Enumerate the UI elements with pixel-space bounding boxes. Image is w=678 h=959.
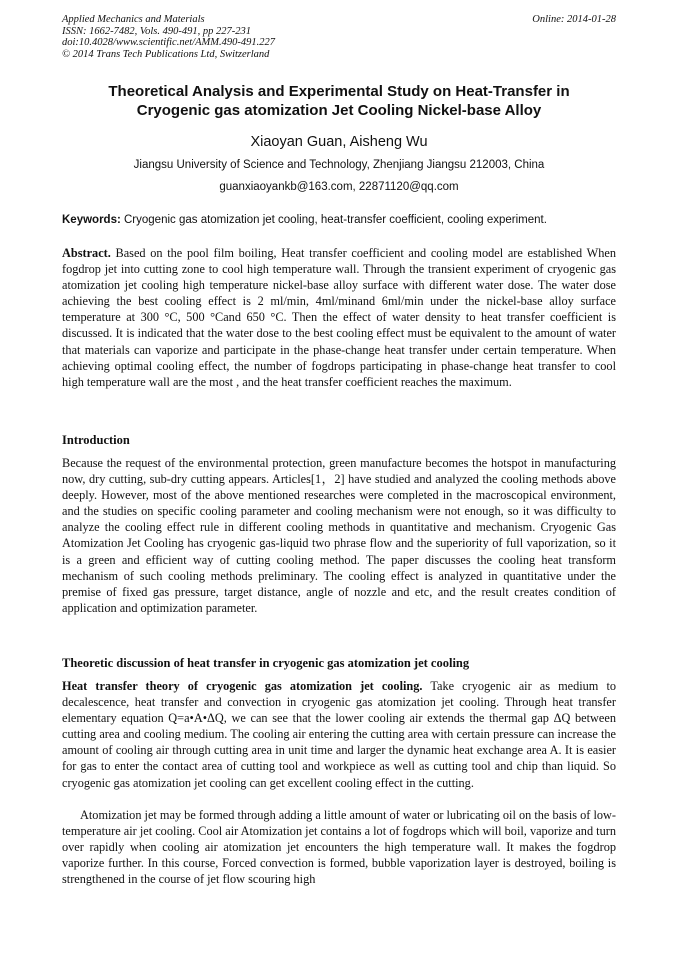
introduction-heading: Introduction xyxy=(62,433,130,447)
keywords xyxy=(62,212,616,228)
theory-paragraph-2: Atomization jet may be formed through adding a little amount of water or lubricating oil on the basis of low-temperature air jet cooling. Cool air Atomization jet contains a lot of fogdrops which will boil, vaporize and turn over rapidly when cooling air atomization jet encounters the high temperature wall. It makes the fogdrop vaporize further. In this course, Forced convection is formed, bubble vaporization layer is destroyed, boiling is strengthened in the course of jet flow scouring high xyxy=(62,808,616,887)
theory-heading: Theoretic discussion of heat transfer in cryogenic gas atomization jet cooling xyxy=(62,656,470,670)
abstract-text: Based on the pool film boiling, Heat transfer coefficient and cooling model are established When fogdrop jet into cutting zone to cool high temperature wall. Through the transient experiment of cryogenic gas atomization jet cooling high temperature nickel-base alloy surface with different water dose. The water dose achieving the best cooling effect is 2 ml/min, 4ml/minand 6ml/min under the nickel-base alloy surface temperature at 300 °C, 500 °Cand 650 °C. Then the effect of water density to heat transfer coefficient is discussed. It is indicated that the water dose to the best cooling effect must be equivalent to the amount of water that materials can vaporize and participate in the phase-change heat transfer under certain temperature. When achieving optimal cooling effect, the number of fogdrops participating in phase-change heat transfer to cool high temperature wall are the most , and the heat transfer coefficient reaches the maximum. xyxy=(62,246,616,389)
doi-line: doi:10.4028/www.scientific.net/AMM.490-491.227 xyxy=(62,37,275,49)
abstract xyxy=(62,245,616,390)
online-date: Online: 2014-01-28 xyxy=(532,14,616,25)
keywords-label: Keywords: xyxy=(62,214,121,226)
copyright-line: © 2014 Trans Tech Publications Ltd, Switzerland xyxy=(62,48,270,60)
theory-subheading: Heat transfer theory of cryogenic gas atomization jet cooling. xyxy=(62,679,423,693)
theory-paragraph-1 xyxy=(62,678,616,791)
abstract-label: Abstract. xyxy=(62,246,111,260)
theory-paragraph-1-text: Take cryogenic air as medium to decalescence, heat transfer and convection in cryogenic gas atomization jet cooling. Through heat transfer elementary equation Q=a•A•ΔQ, we can see that the lower cooling air extends the thermal gap ΔQ between cutting area and cooling medium. The cooling air entering the cutting area with certain pressure can increase the amount of cooling air through cutting area in unit time and larger the dynamic heat exchange area A. It is easier for gas to enter the contact area of cutting tool and workpiece as well as cutting tool and chip than liquid. So cryogenic gas atomization jet cooling can get excellent cooling effect in the cutting. xyxy=(62,679,617,790)
title-line-2: Cryogenic gas atomization Jet Cooling Nickel-base Alloy xyxy=(136,102,542,119)
journal-header xyxy=(62,14,616,60)
authors: Xiaoyan Guan, Aisheng Wu xyxy=(250,134,428,150)
keywords-text: Cryogenic gas atomization jet cooling, heat-transfer coefficient, cooling experiment. xyxy=(120,214,547,226)
issn-line: ISSN: 1662-7482, Vols. 490-491, pp 227-231 xyxy=(62,25,251,37)
affiliation: Jiangsu University of Science and Technology, Zhenjiang Jiangsu 212003, China xyxy=(133,159,545,171)
paper-title xyxy=(62,82,616,120)
title-line-1: Theoretical Analysis and Experimental Study on Heat-Transfer in xyxy=(108,83,570,100)
introduction-text: Because the request of the environmental protection, green manufacture becomes the hotspot in manufacturing now, dry cutting, sub-dry cutting appears. Articles[1，2] have studied and analyzed the cooling methods above deeply. However, most of the above mentioned researches were completed in the macroscopical environment, and the studies on specific cooling parameter and cooling mechanism were not enough, so it was difficulty to analyze the cooling effect rule in different cooling methods in quantitative and mechanism. Cryogenic Gas Atomization Jet Cooling has cryogenic gas-liquid two phrase flow and the superiority of full vaporization, so it is a green and efficient way of cutting cooling method. The paper discusses the cooling heat transform mechanism of such cooling methods preliminary. The cooling effect is analyzed in quantitative under the premise of fixed gas pressure, target distance, angle of nozzle and etc, and the result creates condition of application and optimization parameter. xyxy=(62,456,616,615)
journal-name: Applied Mechanics and Materials xyxy=(62,14,205,25)
author-emails: guanxiaoyankb@163.com, 22871120@qq.com xyxy=(219,181,459,193)
